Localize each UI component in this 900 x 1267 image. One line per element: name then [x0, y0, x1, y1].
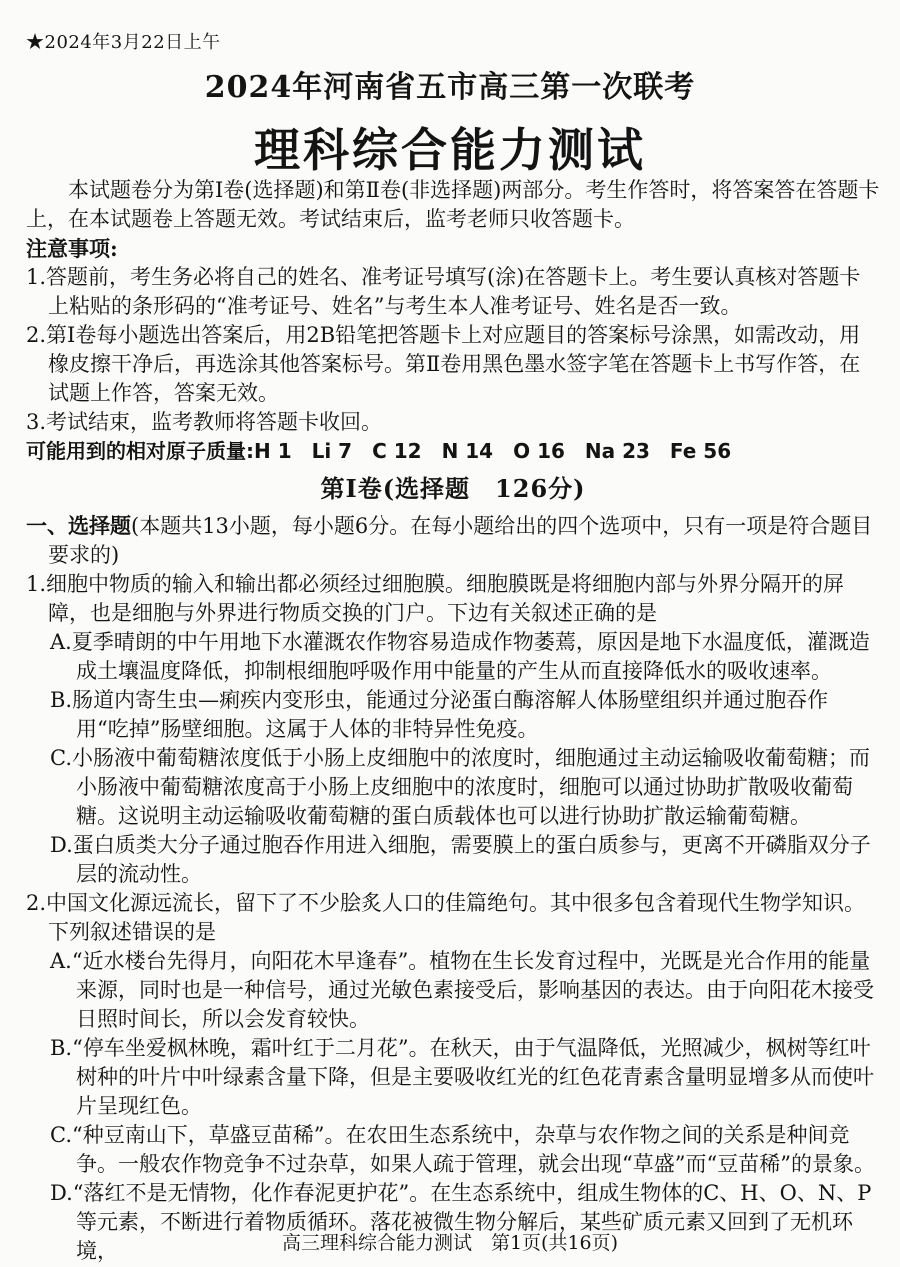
question-stem: 2.中国文化源远流长，留下了不少脍炙人口的佳篇绝句。其中很多包含着现代生物学知识。下列叙述错误的是: [26, 891, 866, 944]
part-instructions: [26, 511, 880, 570]
subject-title: 理科综合能力测试: [254, 123, 646, 177]
exam-title: 2024年河南省五市高三第一次联考: [204, 70, 696, 105]
answer-option: D.蛋白质类大分子通过胞吞作用进入细胞，需要膜上的蛋白质参与，更离不开磷脂双分子层的流动性。: [50, 833, 871, 886]
date-stamp: ★2024年3月22日上午: [26, 32, 221, 53]
answer-option: A.“近水楼台先得月，向阳花木早逢春”。植物在生长发育过程中，光既是光合作用的能量来源，同时也是一种信号，通过光敏色素接受后，影响基因的表达。由于向阳花木接受日照时间长，所以会发育较快。: [50, 949, 874, 1031]
answer-option: D.“落红不是无情物，化作春泥更护花”。在生态系统中，组成生物体的C、H、O、N、P等元素，不断进行着物质循环。落花被微生物分解后，某些矿质元素又回到了无机环境，: [50, 1181, 872, 1263]
part-description: (本题共13小题，每小题6分。在每小题给出的四个选项中，只有一项是符合题目要求的): [48, 514, 873, 567]
page-footer: 高三理科综合能力测试 第1页(共16页): [281, 1232, 619, 1254]
note-item: 3.考试结束，监考教师将答题卡收回。: [26, 410, 383, 434]
page-body: [26, 176, 880, 1266]
part-label: 一、选择题: [26, 513, 131, 538]
answer-option: C.“种豆南山下，草盛豆苗稀”。在农田生态系统中，杂草与农作物之间的关系是种间竞争。一般农作物竞争不过杂草，如果人疏于管理，就会出现“草盛”而“豆苗稀”的景象。: [50, 1123, 875, 1176]
answer-option: B.“停车坐爱枫林晚，霜叶红于二月花”。在秋天，由于气温降低，光照减少，枫树等红叶树种的叶片中叶绿素含量下降，但是主要吸收红光的红色花青素含量明显增多从而使叶片呈现红色。: [50, 1036, 874, 1118]
notes-heading: 注意事项:: [26, 236, 118, 261]
intro-paragraph: 本试题卷分为第Ⅰ卷(选择题)和第Ⅱ卷(非选择题)两部分。考生作答时，将答案答在答题卡上，在本试题卷上答题无效。考试结束后，监考老师只收答题卡。: [26, 178, 880, 231]
answer-option: B.肠道内寄生虫—痢疾内变形虫，能通过分泌蛋白酶溶解人体肠壁组织并通过胞吞作用“吃掉”肠壁细胞。这属于人体的非特异性免疫。: [50, 688, 829, 741]
section-title: 第Ⅰ卷(选择题 126分): [320, 474, 586, 503]
note-item: 2.第Ⅰ卷每小题选出答案后，用2B铅笔把答题卡上对应题目的答案标号涂黑，如需改动，用橡皮擦干净后，再选涂其他答案标号。第Ⅱ卷用黑色墨水签字笔在答题卡上书写作答，在试题上作答，答案无效。: [26, 323, 861, 405]
answer-option: C.小肠液中葡萄糖浓度低于小肠上皮细胞中的浓度时，细胞通过主动运输吸收葡萄糖；而小肠液中葡萄糖浓度高于小肠上皮细胞中的浓度时，细胞可以通过协助扩散吸收葡萄糖。这说明主动运输吸收葡萄糖的蛋白质载体也可以进行协助扩散运输葡萄糖。: [50, 746, 870, 828]
answer-option: A.夏季晴朗的中午用地下水灌溉农作物容易造成作物萎蔫，原因是地下水温度低，灌溉造成土壤温度降低，抑制根细胞呼吸作用中能量的产生从而直接降低水的吸收速率。: [50, 630, 870, 683]
atomic-masses: 可能用到的相对原子质量:H 1 Li 7 C 12 N 14 O 16 Na 23 Fe 56: [26, 439, 732, 463]
question-stem: 1.细胞中物质的输入和输出都必须经过细胞膜。细胞膜既是将细胞内部与外界分隔开的屏障，也是细胞与外界进行物质交换的门户。下边有关叙述正确的是: [26, 572, 845, 625]
note-item: 1.答题前，考生务必将自己的姓名、准考证号填写(涂)在答题卡上。考生要认真核对答题卡上粘贴的条形码的“准考证号、姓名”与考生本人准考证号、姓名是否一致。: [26, 265, 861, 318]
